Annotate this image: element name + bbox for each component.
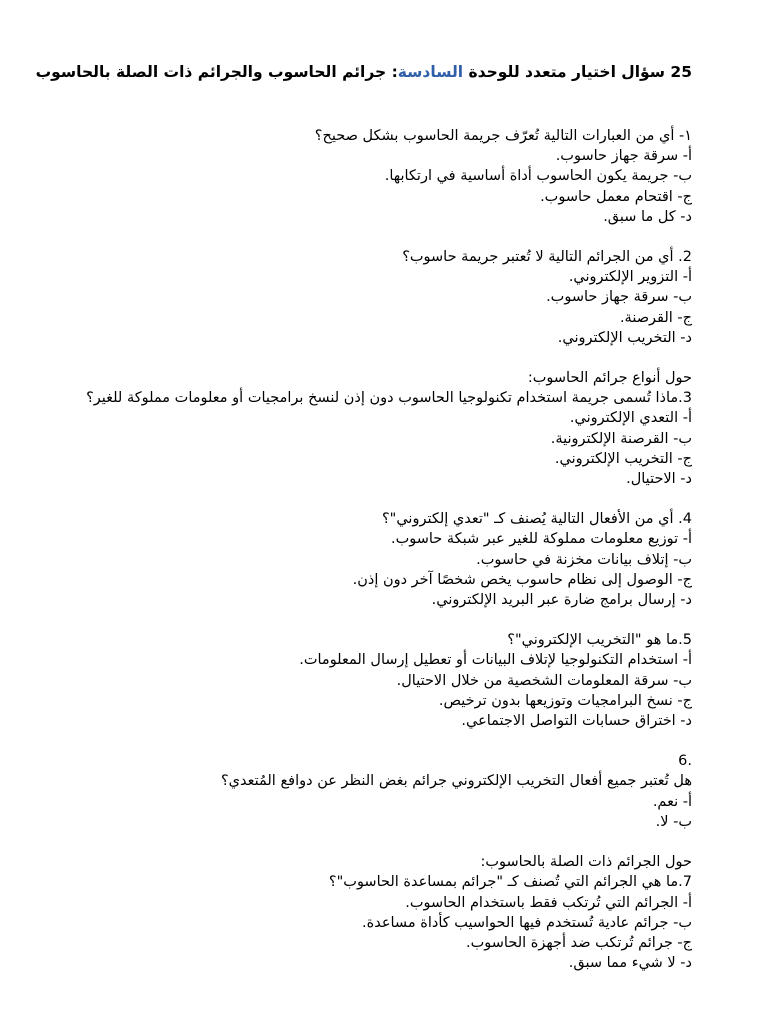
option-b: ب- سرقة جهاز حاسوب. xyxy=(546,289,692,306)
option-c: ج- نسخ البرامجيات وتوزيعها بدون ترخيص. xyxy=(438,692,692,709)
option-c: ج- الوصول إلى نظام حاسوب يخص شخصًا آخر دون إذن. xyxy=(352,571,692,588)
question-text: 5.ما هو "التخريب الإلكتروني"؟ xyxy=(507,632,692,649)
question-text: ١- أي من العبارات التالية تُعرّف جريمة الحاسوب بشكل صحيح؟ xyxy=(314,128,692,144)
section-heading: حول الجرائم ذات الصلة بالحاسوب: xyxy=(480,854,692,871)
question-text: 7.ما هي الجرائم التي تُصنف كـ "جرائم بمساعدة الحاسوب"؟ xyxy=(328,874,692,891)
question-text: 4. أي من الأفعال التالية يُصنف كـ "تعدي إلكتروني"؟ xyxy=(381,511,692,528)
question-text: 3.ماذا تُسمى جريمة استخدام تكنولوجيا الحاسوب دون إذن لنسخ برامجيات أو معلومات مملوكة للغير؟ xyxy=(86,390,692,407)
option-c: ج- القرصنة. xyxy=(619,309,692,326)
option-b: ب- لا. xyxy=(655,813,692,830)
option-c: ج- جرائم تُرتكب ضد أجهزة الحاسوب. xyxy=(466,934,692,951)
option-d: د- لا شيء مما سبق. xyxy=(568,955,692,972)
question-text: 2. أي من الجرائم التالية لا تُعتبر جريمة حاسوب؟ xyxy=(402,249,692,266)
option-d: د- إرسال برامج ضارة عبر البريد الإلكتروني. xyxy=(431,592,692,609)
question-3 xyxy=(60,368,692,489)
option-a: أ- التزوير الإلكتروني. xyxy=(568,269,692,286)
option-b: ب- إتلاف بيانات مخزنة في حاسوب. xyxy=(476,551,692,568)
title-topic-part: : جرائم الحاسوب والجرائم ذات الصلة بالحاسوب xyxy=(35,63,398,81)
option-a: أ- توزيع معلومات مملوكة للغير عبر شبكة حاسوب. xyxy=(390,531,692,548)
option-d: د- كل ما سبق. xyxy=(603,208,692,225)
question-2 xyxy=(60,247,692,348)
question-1 xyxy=(60,126,692,227)
question-text: هل تُعتبر جميع أفعال التخريب الإلكتروني جرائم بغض النظر عن دوافع المُتعدي؟ xyxy=(220,773,692,790)
option-a: أ- التعدي الإلكتروني. xyxy=(569,410,692,427)
title-number-part: 25 سؤال اختيار متعدد للوحدة xyxy=(463,63,692,81)
option-b: ب- سرقة المعلومات الشخصية من خلال الاحتيال. xyxy=(396,672,692,689)
question-6 xyxy=(60,751,692,832)
question-7 xyxy=(60,852,692,973)
option-a: أ- استخدام التكنولوجيا لإتلاف البيانات أو تعطيل إرسال المعلومات. xyxy=(299,652,692,669)
option-b: ب- القرصنة الإلكترونية. xyxy=(550,430,692,447)
option-b: ب- جرائم عادية تُستخدم فيها الحواسيب كأداة مساعدة. xyxy=(362,914,692,931)
option-d: د- الاحتيال. xyxy=(626,471,692,488)
question-5 xyxy=(60,630,692,731)
option-d: د- التخريب الإلكتروني. xyxy=(557,329,692,346)
document-page xyxy=(35,62,692,993)
section-heading: حول أنواع جرائم الحاسوب: xyxy=(527,370,692,387)
option-a: أ- سرقة جهاز حاسوب. xyxy=(555,148,692,165)
question-4 xyxy=(60,509,692,610)
option-a: أ- نعم. xyxy=(652,793,692,810)
option-c: ج- اقتحام معمل حاسوب. xyxy=(540,188,692,205)
option-d: د- اختراق حسابات التواصل الاجتماعي. xyxy=(461,713,692,730)
document-title xyxy=(35,62,692,82)
option-c: ج- التخريب الإلكتروني. xyxy=(554,450,692,467)
option-b: ب- جريمة يكون الحاسوب أداة أساسية في ارتكابها. xyxy=(384,168,692,185)
question-number: .6 xyxy=(678,753,692,770)
title-accent-word: السادسة xyxy=(397,63,464,81)
option-a: أ- الجرائم التي تُرتكب فقط باستخدام الحاسوب. xyxy=(405,894,692,911)
